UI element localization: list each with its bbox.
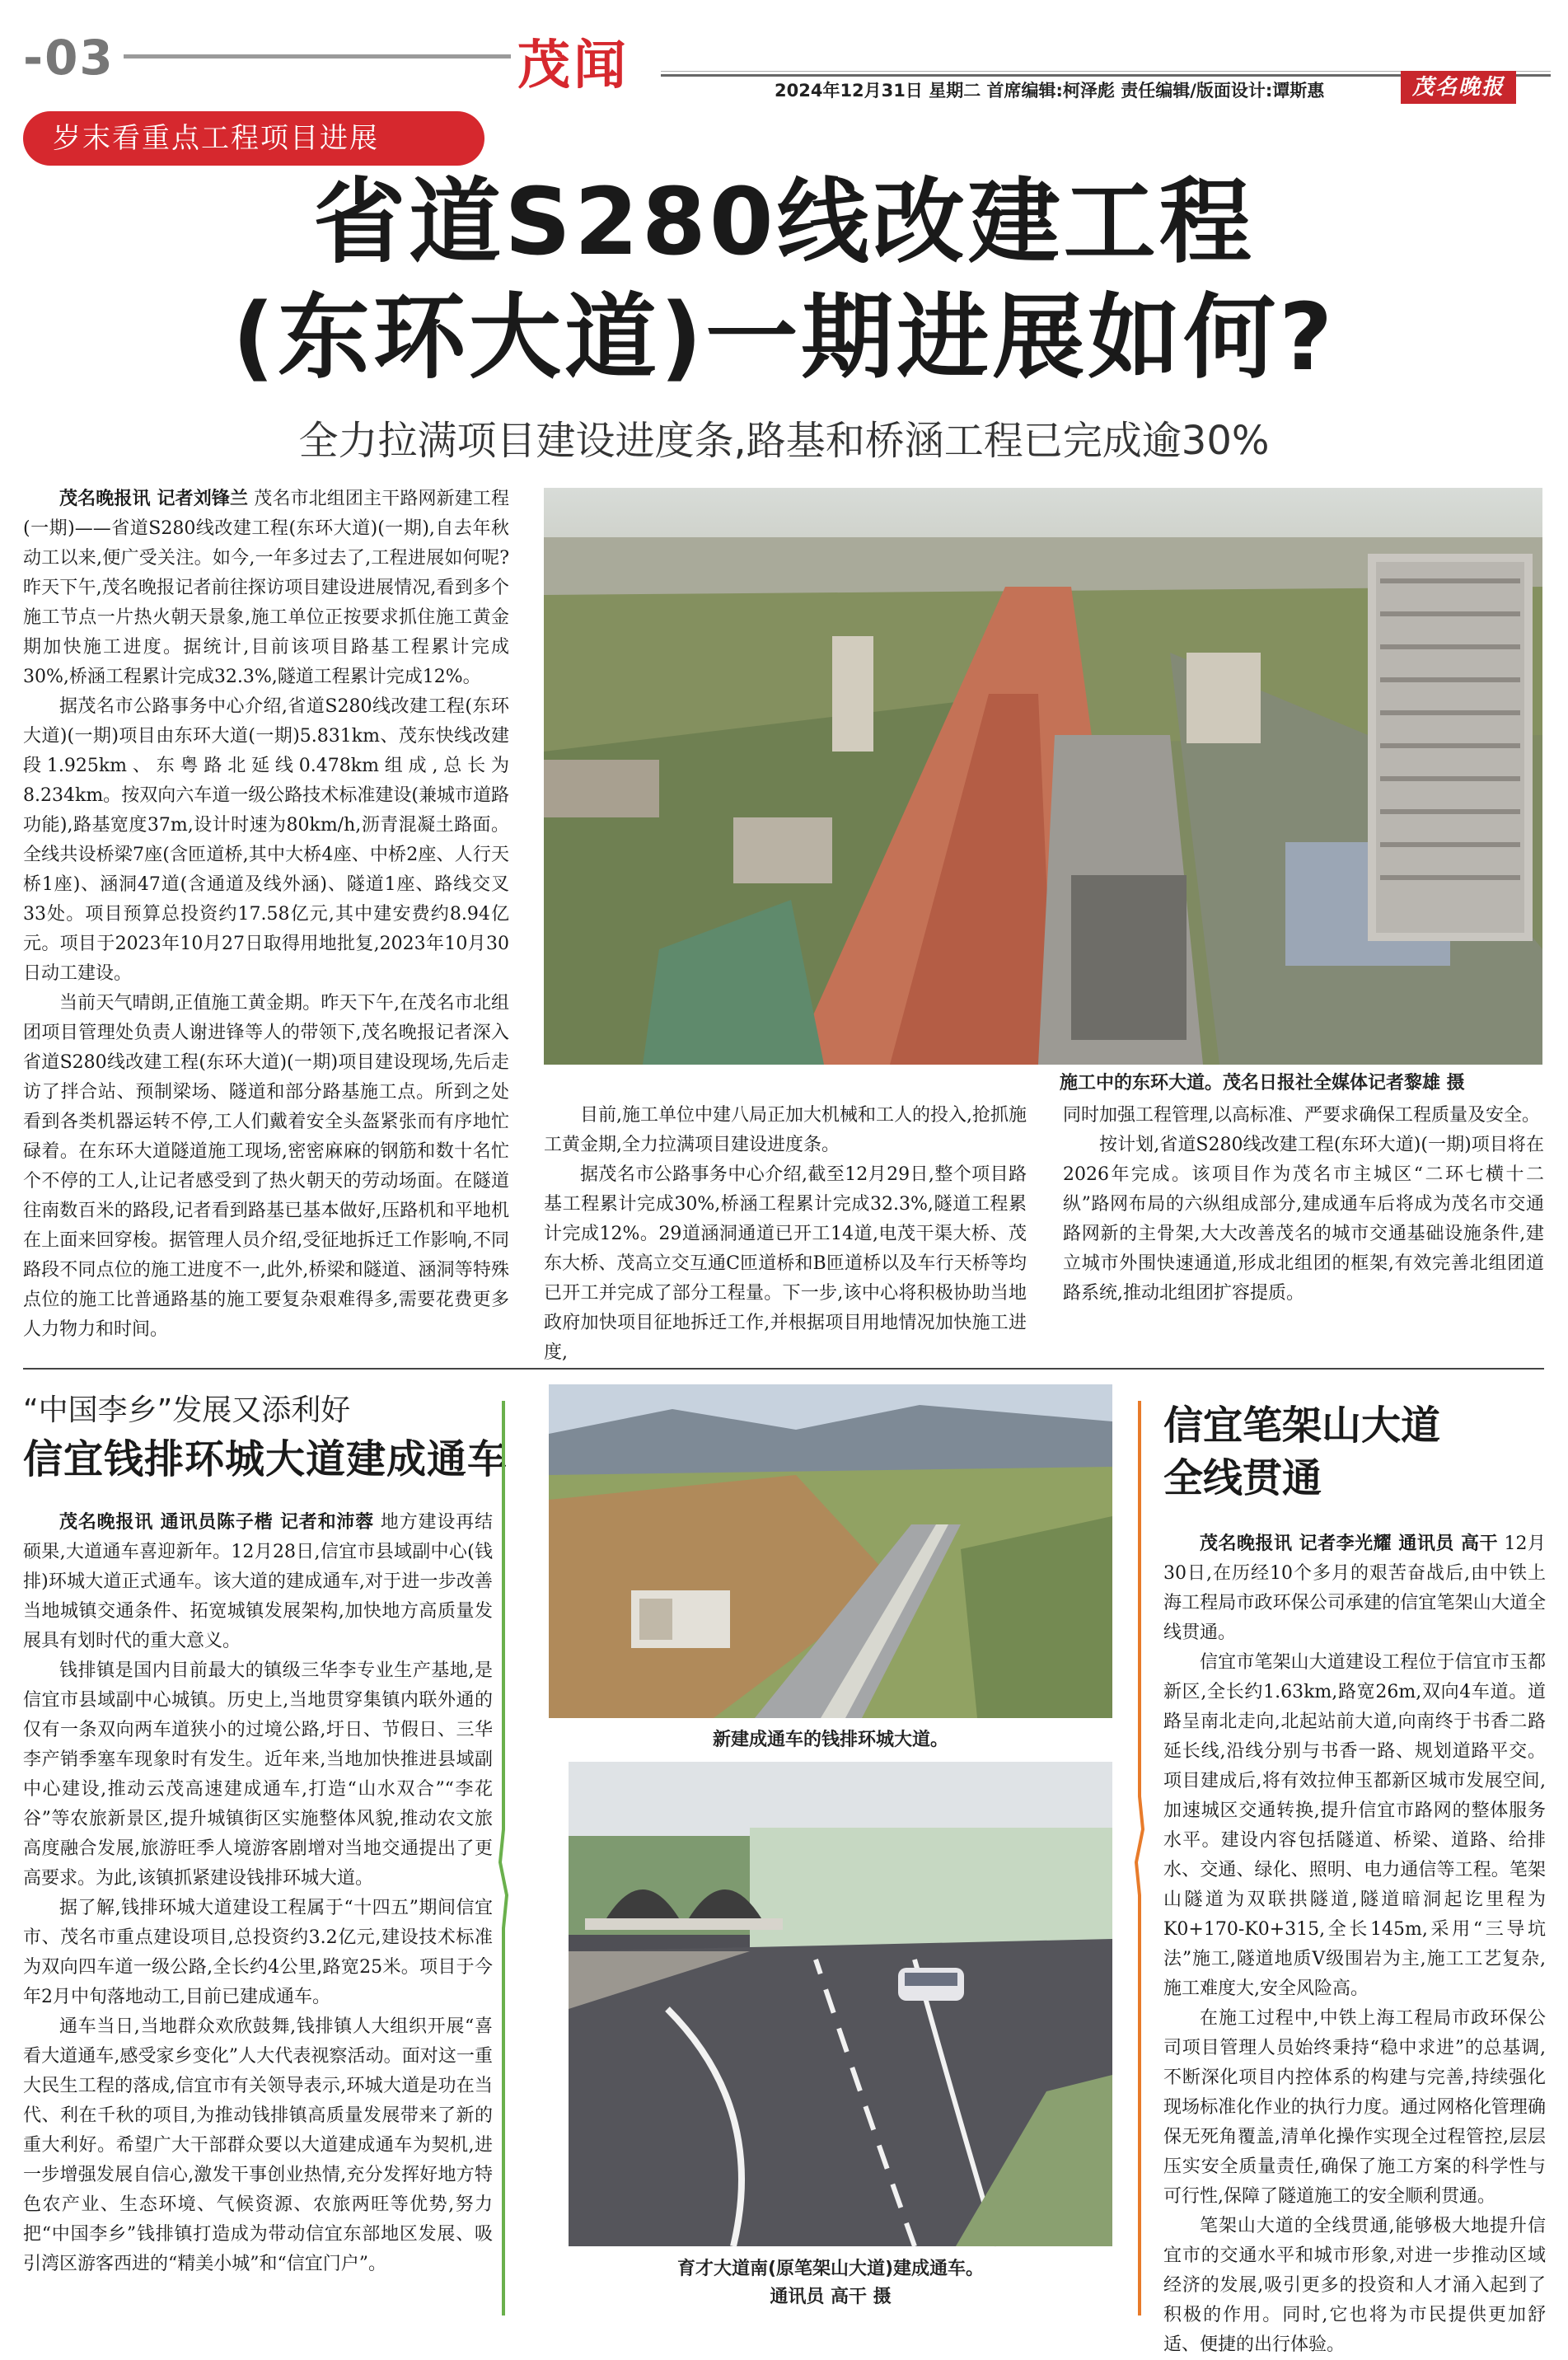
series-banner: 岁末看重点工程项目进展 — [23, 111, 484, 166]
bijiashan-tunnel-photo — [569, 1762, 1112, 2246]
right-paragraph-3: 在施工过程中,中铁上海工程局市政环保公司项目管理人员始终秉持“稳中求进”的总基调,不断深化项目内控体系的构建与完善,持续强化现场标准化作业的执行力度。通过网格化管理确保无死角覆盖,清单化操作实现全过程管控,层层压实安全质量责任,确保了施工方案的科学性与可行性,保障了隧道施工的安全顺利贯通。 — [1163, 2008, 1546, 2207]
header-meta: 2024年12月31日 星期二 首席编辑:柯泽彪 责任编辑/版面设计:谭斯惠 — [775, 81, 1325, 101]
right-paragraph-4: 笔架山大道的全线贯通,能够极大地提升信宜市的交通水平和城市形象,对进一步推动区域经济的发展,吸引更多的投资和人才涌入起到了积极的作用。同时,它也将为市民提供更加舒适、便捷的出行体验。 — [1163, 2216, 1546, 2355]
left-paragraph-1 — [23, 1508, 493, 1656]
right-title-line2: 全线贯通 — [1163, 1455, 1322, 1501]
left-kicker: “中国李乡”发展又添利好 — [23, 1393, 351, 1427]
left-paragraph-2: 钱排镇是国内目前最大的镇级三华李专业生产基地,是信宜市县域副中心城镇。历史上,当地贯穿集镇内联外通的仅有一条双向两车道狭小的过境公路,圩日、节假日、三华李产销季塞车现象时有发生。近年来,当地加快推进县域副中心建设,推动云茂高速建成通车,打造“山水双合”“李花谷”等农旅新景区,提升城镇街区实施整体风貌,推动农文旅高度融合发展,旅游旺季人境游客剧增对当地交通提出了更高要求。为此,该镇抓紧建设钱排环城大道。 — [23, 1660, 493, 1889]
main-paragraph-5: 据茂名市公路事务中心介绍,截至12月29日,整个项目路基工程累计完成30%,桥涵工程累计完成32.3%,隧道工程累计完成12%。29道涵洞通道已开工14道,电茂干渠大桥、茂东大桥、茂高立交互通C匝道桥和B匝道桥以及车行天桥等均已开工并完成了部分工程量。下一步,该中心将积极协助当地政府加快项目征地拆迁工作,并根据项目用地情况加快施工进度, — [544, 1164, 1027, 1363]
bijiashan-credit: 通讯员 高干 摄 — [770, 2287, 892, 2307]
main-photo-caption: 施工中的东环大道。茂名日报社全媒体记者黎雄 摄 — [1060, 1073, 1465, 1093]
right-byline: 茂名晚报讯 记者李光耀 通讯员 高干 — [1200, 1534, 1498, 1554]
page-number: -03 — [23, 30, 115, 86]
main-column-2 — [544, 1101, 1027, 1368]
main-paragraph-6: 同时加强工程管理,以高标准、严要求确保工程质量及安全。 — [1063, 1105, 1540, 1126]
main-byline: 茂名晚报讯 记者刘锋兰 — [59, 489, 249, 509]
right-p1-text: 12月30日,在历经10个多月的艰苦奋战后,由中铁上海工程局市政环保公司承建的信宜笔架山大道全线贯通。 — [1163, 1534, 1546, 1643]
right-paragraph-1 — [1163, 1529, 1546, 1648]
main-paragraph-1 — [23, 485, 509, 692]
main-p1-text: 茂名市北组团主干路网新建工程(一期)——省道S280线改建工程(东环大道)(一期),自去年秋动工以来,便广受关注。如今,一年多过去了,工程进展如何呢?昨天下午,茂名晚报记者前往探访项目建设进展情况,看到多个施工节点一片热火朝天景象,施工单位正按要求抓住施工黄金期加快施工进度。据统计,目前该项目路基工程累计完成30%,桥涵工程累计完成32.3%,隧道工程累计完成12%。 — [23, 489, 509, 687]
qianpai-road-caption: 新建成通车的钱排环城大道。 — [712, 1730, 948, 1750]
main-title-line1: 省道S280线改建工程 — [313, 169, 1255, 276]
green-divider — [498, 1401, 509, 2316]
left-byline: 茂名晚报讯 通讯员陈子楷 记者和沛蓉 — [59, 1512, 375, 1533]
left-p1-text: 地方建设再结硕果,大道通车喜迎新年。12月28日,信宜市县域副中心(钱排)环城大道正式通车。该大道的建成通车,对于进一步改善当地城镇交通条件、拓宽城镇发展架构,加快地方高质量发展具有划时代的重大意义。 — [23, 1512, 493, 1651]
main-paragraph-4: 目前,施工单位中建八局正加大机械和工人的投入,抢抓施工黄金期,全力拉满项目建设进度条。 — [544, 1105, 1027, 1155]
main-paragraph-2: 据茂名市公路事务中心介绍,省道S280线改建工程(东环大道)(一期)项目由东环大道(一期)5.831km、茂东快线改建段1.925km、东粤路北延线0.478km组成,总长为8.234km。按双向六车道一级公路技术标准建设(兼城市道路功能),路基宽度37m,设计时速为80km/h,沥青混凝土路面。全线共设桥梁7座(含匝道桥,其中大桥4座、中桥2座、人行天桥1座)、涵洞47道(含通道及线外涵)、隧道1座、路线交叉33处。项目预算总投资约17.58亿元,其中建安费约8.94亿元。项目于2023年10月27日取得用地批复,2023年10月30日动工建设。 — [23, 696, 509, 984]
section-name: 茂闻 — [517, 35, 630, 96]
orange-divider — [1134, 1401, 1145, 2316]
main-title-line2: (东环大道)一期进展如何? — [232, 284, 1336, 391]
construction-aerial-photo — [544, 488, 1542, 1065]
main-column-1 — [23, 485, 509, 1345]
newspaper-logo: 茂名晚报 — [1401, 71, 1516, 104]
left-paragraph-4: 通车当日,当地群众欢欣鼓舞,钱排镇人大组织开展“喜看大道通车,感受家乡变化”人大代表视察活动。面对这一重大民生工程的落成,信宜市有关领导表示,环城大道是功在当代、利在千秋的项目,为推动钱排镇高质量发展带来了新的重大利好。希望广大干部群众要以大道建成通车为契机,进一步增强发展自信心,激发干事创业热情,充分发挥好地方特色农产业、生态环境、气候资源、农旅两旺等优势,努力把“中国李乡”钱排镇打造成为带动信宜东部地区发展、吸引湾区游客西进的“精美小城”和“信宜门户”。 — [23, 2016, 493, 2274]
right-article-body — [1163, 1529, 1546, 2360]
section-divider — [23, 1368, 1544, 1370]
main-column-3 — [1063, 1101, 1544, 1309]
right-title-line1: 信宜笔架山大道 — [1163, 1402, 1441, 1449]
main-subtitle: 全力拉满项目建设进度条,路基和桥涵工程已完成逾30% — [298, 418, 1270, 464]
left-title: 信宜钱排环城大道建成通车 — [23, 1436, 508, 1482]
main-paragraph-3: 当前天气晴朗,正值施工黄金期。昨天下午,在茂名市北组团项目管理处负责人谢进锋等人的带领下,茂名晚报记者深入省道S280线改建工程(东环大道)(一期)项目建设现场,先后走访了拌合站、预制梁场、隧道和部分路基施工点。所到之处看到各类机器运转不停,工人们戴着安全头盔紧张而有序地忙碌着。在东环大道隧道施工现场,密密麻麻的钢筋和数十名忙个不停的工人,让记者感受到了热火朝天的劳动场面。在隧道往南数百米的路段,记者看到路基已基本做好,压路机和平地机在上面来回穿梭。据管理人员介绍,受征地拆迁工作影响,不同路段不同点位的施工进度不一,此外,桥梁和隧道、涵洞等特殊点位的施工比普通路基的施工要复杂艰难得多,需要花费更多人力物力和时间。 — [23, 993, 509, 1340]
bijiashan-caption: 育才大道南(原笔架山大道)建成通车。 — [676, 2259, 985, 2279]
main-paragraph-7: 按计划,省道S280线改建工程(东环大道)(一期)项目将在2026年完成。该项目作为茂名市主城区“二环七横十二纵”路网布局的六纵组成部分,建成通车后将成为茂名市交通路网新的主骨架,大大改善茂名的城市交通基础设施条件,建立城市外围快速通道,形成北组团的框架,有效完善北组团道路系统,推动北组团扩容提质。 — [1063, 1135, 1544, 1304]
header-rule-left — [124, 54, 511, 59]
right-paragraph-2: 信宜市笔架山大道建设工程位于信宜市玉都新区,全长约1.63km,路宽26m,双向4车道。道路呈南北走向,北起站前大道,向南终于书香二路延长线,沿线分别与书香一路、规划道路平交。项目建成后,将有效拉伸玉都新区城市发展空间,加速城区交通转换,提升信宜市路网的整体服务水平。建设内容包括隧道、桥梁、道路、给排水、交通、绿化、照明、电力通信等工程。笔架山隧道为双联拱隧道,隧道暗洞起讫里程为K0+170-K0+315,全长145m,采用“三导坑法”施工,隧道地质V级围岩为主,施工工艺复杂,施工难度大,安全风险高。 — [1163, 1652, 1546, 1999]
qianpai-road-photo — [549, 1384, 1112, 1718]
left-article-body — [23, 1508, 493, 2279]
left-paragraph-3: 据了解,钱排环城大道建设工程属于“十四五”期间信宜市、茂名市重点建设项目,总投资约3.2亿元,建设技术标准为双向四车道一级公路,全长约4公里,路宽25米。项目于今年2月中旬落地动工,目前已建成通车。 — [23, 1898, 493, 2007]
